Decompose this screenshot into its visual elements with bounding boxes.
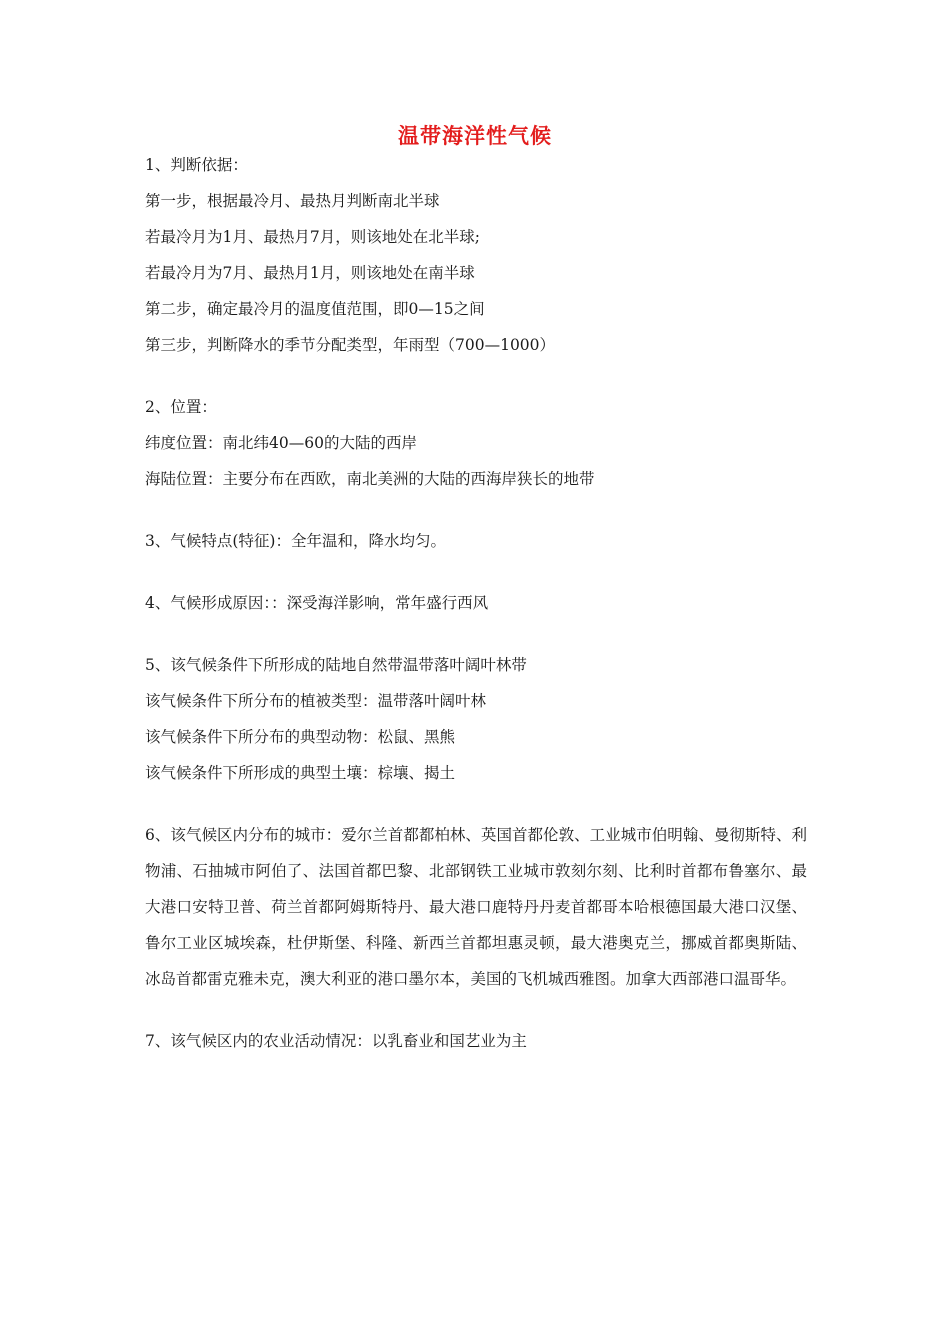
section-1-line: 第二步，确定最冷月的温度值范围，即0—15之间 xyxy=(145,300,485,318)
spacer xyxy=(145,363,815,389)
section-5-heading: 5、该气候条件下所形成的陆地自然带温带落叶阔叶林带 xyxy=(145,656,527,674)
section-2-line: 海陆位置：主要分布在西欧，南北美洲的大陆的西海岸狭长的地带 xyxy=(145,470,595,488)
section-3-heading: 3、气候特点(特征)：全年温和，降水均匀。 xyxy=(145,532,446,550)
section-5-line: 该气候条件下所分布的典型动物：松鼠、黑熊 xyxy=(145,728,456,746)
section-1-heading: 1、判断依据： xyxy=(145,156,248,174)
section-4-heading: 4、气候形成原因：：深受海洋影响，常年盛行西风 xyxy=(145,594,489,612)
section-1-line: 第一步，根据最冷月、最热月判断南北半球 xyxy=(145,192,440,210)
section-2-line: 纬度位置：南北纬40—60的大陆的西岸 xyxy=(145,434,417,452)
spacer xyxy=(145,559,815,585)
document-title: 温带海洋性气候 xyxy=(398,124,552,148)
section-5-line: 该气候条件下所分布的植被类型：温带落叶阔叶林 xyxy=(145,692,487,710)
section-1-line: 若最冷月为1月、最热月7月，则该地处在北半球; xyxy=(145,228,480,246)
spacer xyxy=(145,997,815,1023)
spacer xyxy=(145,791,815,817)
document-body xyxy=(145,147,815,1059)
section-5-line: 该气候条件下所形成的典型土壤：棕壤、揭土 xyxy=(145,764,456,782)
section-1-line: 第三步，判断降水的季节分配类型，年雨型（700—1000） xyxy=(145,336,556,354)
section-7-heading: 7、该气候区内的农业活动情况：以乳畜业和国艺业为主 xyxy=(145,1032,527,1050)
section-2-heading: 2、位置： xyxy=(145,398,217,416)
spacer xyxy=(145,497,815,523)
spacer xyxy=(145,621,815,647)
section-6-paragraph: 6、该气候区内分布的城市：爱尔兰首都都柏林、英国首都伦敦、工业城市伯明翰、曼彻斯特、利物浦、石抽城市阿伯了、法国首都巴黎、北部钢铁工业城市敦刻尔刻、比利时首都布鲁塞尔、最大港口安特卫普、荷兰首都阿姆斯特丹、最大港口鹿特丹丹麦首都哥本哈根德国最大港口汉堡、鲁尔工业区城埃森，杜伊斯堡、科隆、新西兰首都坦惠灵顿，最大港奥克兰，挪威首都奥斯陆、冰岛首都雷克雅未克，澳大利亚的港口墨尔本，美国的飞机城西雅图。加拿大西部港口温哥华。 xyxy=(145,826,807,988)
section-1-line: 若最冷月为7月、最热月1月，则该地处在南半球 xyxy=(145,264,475,282)
